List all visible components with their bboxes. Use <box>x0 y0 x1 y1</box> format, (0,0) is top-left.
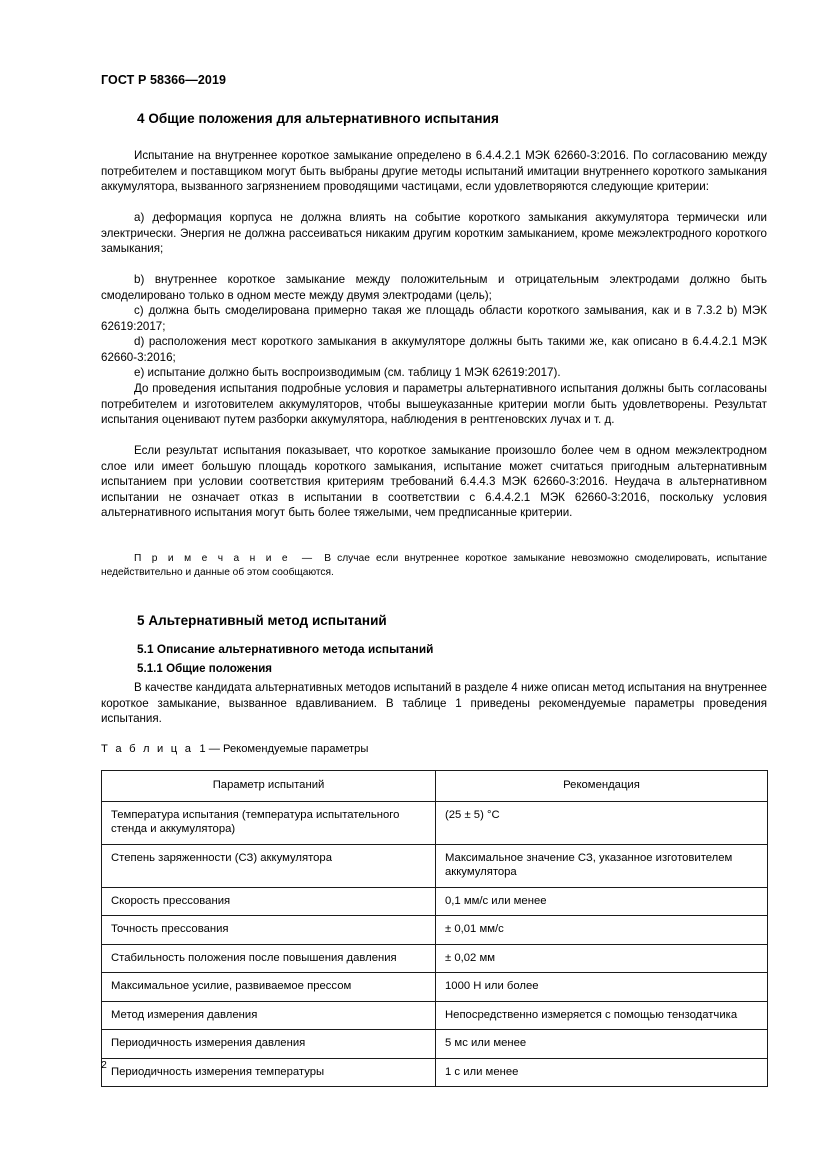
table-cell-param: Метод измерения давления <box>102 1001 436 1030</box>
heading-section-5-1-1-text: 5.1.1 Общие положения <box>137 663 273 675</box>
table-cell-param: Максимальное усилие, развиваемое прессом <box>102 973 436 1002</box>
table-cell-param: Температура испытания (температура испытательного стенда и аккумулятора) <box>102 801 436 844</box>
heading-section-5-text: 5 Альтернативный метод испытаний <box>137 613 387 628</box>
table-cell-recommendation: ± 0,02 мм <box>436 944 768 973</box>
note-block <box>101 552 767 580</box>
table-row <box>102 844 768 887</box>
table-cell-param: Периодичность измерения температуры <box>102 1058 436 1087</box>
paragraph-item-a <box>101 210 767 257</box>
note-label: П р и м е ч а н и е <box>134 553 290 564</box>
table-cell-param: Точность прессования <box>102 916 436 945</box>
table-caption <box>101 743 368 755</box>
paragraph-before-test <box>101 381 767 428</box>
table-header-param: Параметр испытаний <box>102 771 436 802</box>
table-cell-param: Степень заряженности (СЗ) аккумулятора <box>102 844 436 887</box>
paragraph-item-b-text: b) внутреннее короткое замыкание между положительным и отрицательным электродами должно быть смоделировано только в одном месте между двумя электродами (цель); <box>101 273 767 302</box>
table-caption-line <box>101 743 368 755</box>
paragraph-intro-text: Испытание на внутреннее короткое замыкание определено в 6.4.4.2.1 МЭК 62660-3:2016. По согласованию между потребителем и поставщиком могут быть выбраны другие методы испытаний имитации внутреннего короткого замыкания аккумулятора, вызванного загрязнением проводящими частицами, если удовлетворяются следующие критерии: <box>101 149 767 194</box>
parameters-table <box>101 770 768 1087</box>
table-cell-recommendation: 0,1 мм/с или менее <box>436 887 768 916</box>
table-row <box>102 801 768 844</box>
page-number: 2 <box>101 1059 107 1071</box>
table-cell-recommendation: Максимальное значение СЗ, указанное изготовителем аккумулятора <box>436 844 768 887</box>
paragraph-item-d <box>101 334 767 365</box>
table-row <box>102 916 768 945</box>
table-row <box>102 944 768 973</box>
table-row <box>102 1001 768 1030</box>
paragraph-if-result <box>101 443 767 521</box>
note-dash-gap <box>312 553 324 564</box>
table-row <box>102 1058 768 1087</box>
paragraph-item-e <box>101 365 767 381</box>
table-caption-dash: — <box>208 743 220 755</box>
table-caption-number: 1 <box>199 743 206 755</box>
table-caption-title: Рекомендуемые параметры <box>222 743 369 755</box>
paragraph-item-c <box>101 303 767 334</box>
heading-section-5-1 <box>137 642 433 656</box>
paragraph-item-c-text: c) должна быть смоделирована примерно такая же площадь области короткого замывания, как и в 7.3.2 b) МЭК 62619:2017; <box>101 304 767 333</box>
table-cell-recommendation: Непосредственно измеряется с помощью тензодатчика <box>436 1001 768 1030</box>
parameters-table-body <box>102 801 768 1087</box>
paragraph-item-d-text: d) расположения мест короткого замыкания в аккумуляторе должны быть такими же, как описано в 6.4.4.2.1 МЭК 62660-3:2016; <box>101 335 767 364</box>
heading-section-5-1-1 <box>137 663 272 675</box>
table-cell-param: Скорость прессования <box>102 887 436 916</box>
table-cell-recommendation: 1 с или менее <box>436 1058 768 1087</box>
note-paragraph <box>101 552 767 580</box>
paragraph-item-a-text: а) деформация корпуса не должна влиять на событие короткого замыкания аккумулятора термически или электрически. Энергия не должна рассеиваться никаким другим коротким замыканием, кроме межэлектродного короткого замыкания; <box>101 211 767 256</box>
paragraph-before-test-text: До проведения испытания подробные условия и параметры альтернативного испытания должны быть согласованы потребителем и изготовителем аккумуляторов, чтобы вышеуказанные критерии могли быть удовлетворены. Результат испытания оценивают путем разборки аккумулятора, наблюдения в рентгеновских лучах и т. д. <box>101 382 767 427</box>
table-cell-param: Периодичность измерения давления <box>102 1030 436 1059</box>
heading-section-4 <box>137 111 499 126</box>
heading-section-5-1-text: 5.1 Описание альтернативного метода испытаний <box>137 642 434 656</box>
paragraph-item-b <box>101 272 767 303</box>
heading-section-5 <box>137 613 387 628</box>
table-header-recommendation: Рекомендация <box>436 771 768 802</box>
table-cell-recommendation: (25 ± 5) °С <box>436 801 768 844</box>
heading-section-4-text: 4 Общие положения для альтернативного испытания <box>137 111 499 126</box>
table-row <box>102 887 768 916</box>
parameters-table-wrapper <box>101 770 767 1087</box>
note-dash-spacer <box>290 553 302 564</box>
table-cell-recommendation: ± 0,01 мм/с <box>436 916 768 945</box>
paragraph-section-5-1-1-text: В качестве кандидата альтернативных методов испытаний в разделе 4 ниже описан метод испытания на внутреннее короткое замыкание, вызванное вдавливанием. В таблице 1 приведены рекомендуемые параметры проведения испытания. <box>101 681 767 726</box>
note-text: В случае если внутреннее короткое замыкание невозможно смоделировать, испытание недействительно и данные об этом сообщаются. <box>101 553 768 578</box>
table-row <box>102 1030 768 1059</box>
paragraph-section-5-1-1 <box>101 680 767 727</box>
table-cell-param: Стабильность положения после повышения давления <box>102 944 436 973</box>
paragraph-if-result-text: Если результат испытания показывает, что короткое замыкание произошло более чем в одном межэлектродном слое или имеет большую площадь короткого замыкания, испытание может считаться пригодным альтернативным испытанием при условии соответствия критериям требований 6.4.4.3 МЭК 62660-3:2016. Неудача в альтернативном испытании не означает отказ в испытании в соответствии с 6.4.4.2.1 МЭК 62660-3:2016, поскольку условия альтернативного испытания могут быть более тяжелыми, чем предписанные критерии. <box>101 444 767 520</box>
parameters-table-head <box>102 771 768 802</box>
table-caption-label: Т а б л и ц а <box>101 743 194 755</box>
table-cell-recommendation: 1000 Н или более <box>436 973 768 1002</box>
paragraph-item-e-text: e) испытание должно быть воспроизводимым (см. таблицу 1 МЭК 62619:2017). <box>134 366 561 379</box>
table-cell-recommendation: 5 мс или менее <box>436 1030 768 1059</box>
note-dash: — <box>301 553 313 564</box>
standard-header: ГОСТ Р 58366—2019 <box>101 73 227 87</box>
paragraph-intro <box>101 148 767 195</box>
table-row <box>102 973 768 1002</box>
table-header-row <box>102 771 768 802</box>
